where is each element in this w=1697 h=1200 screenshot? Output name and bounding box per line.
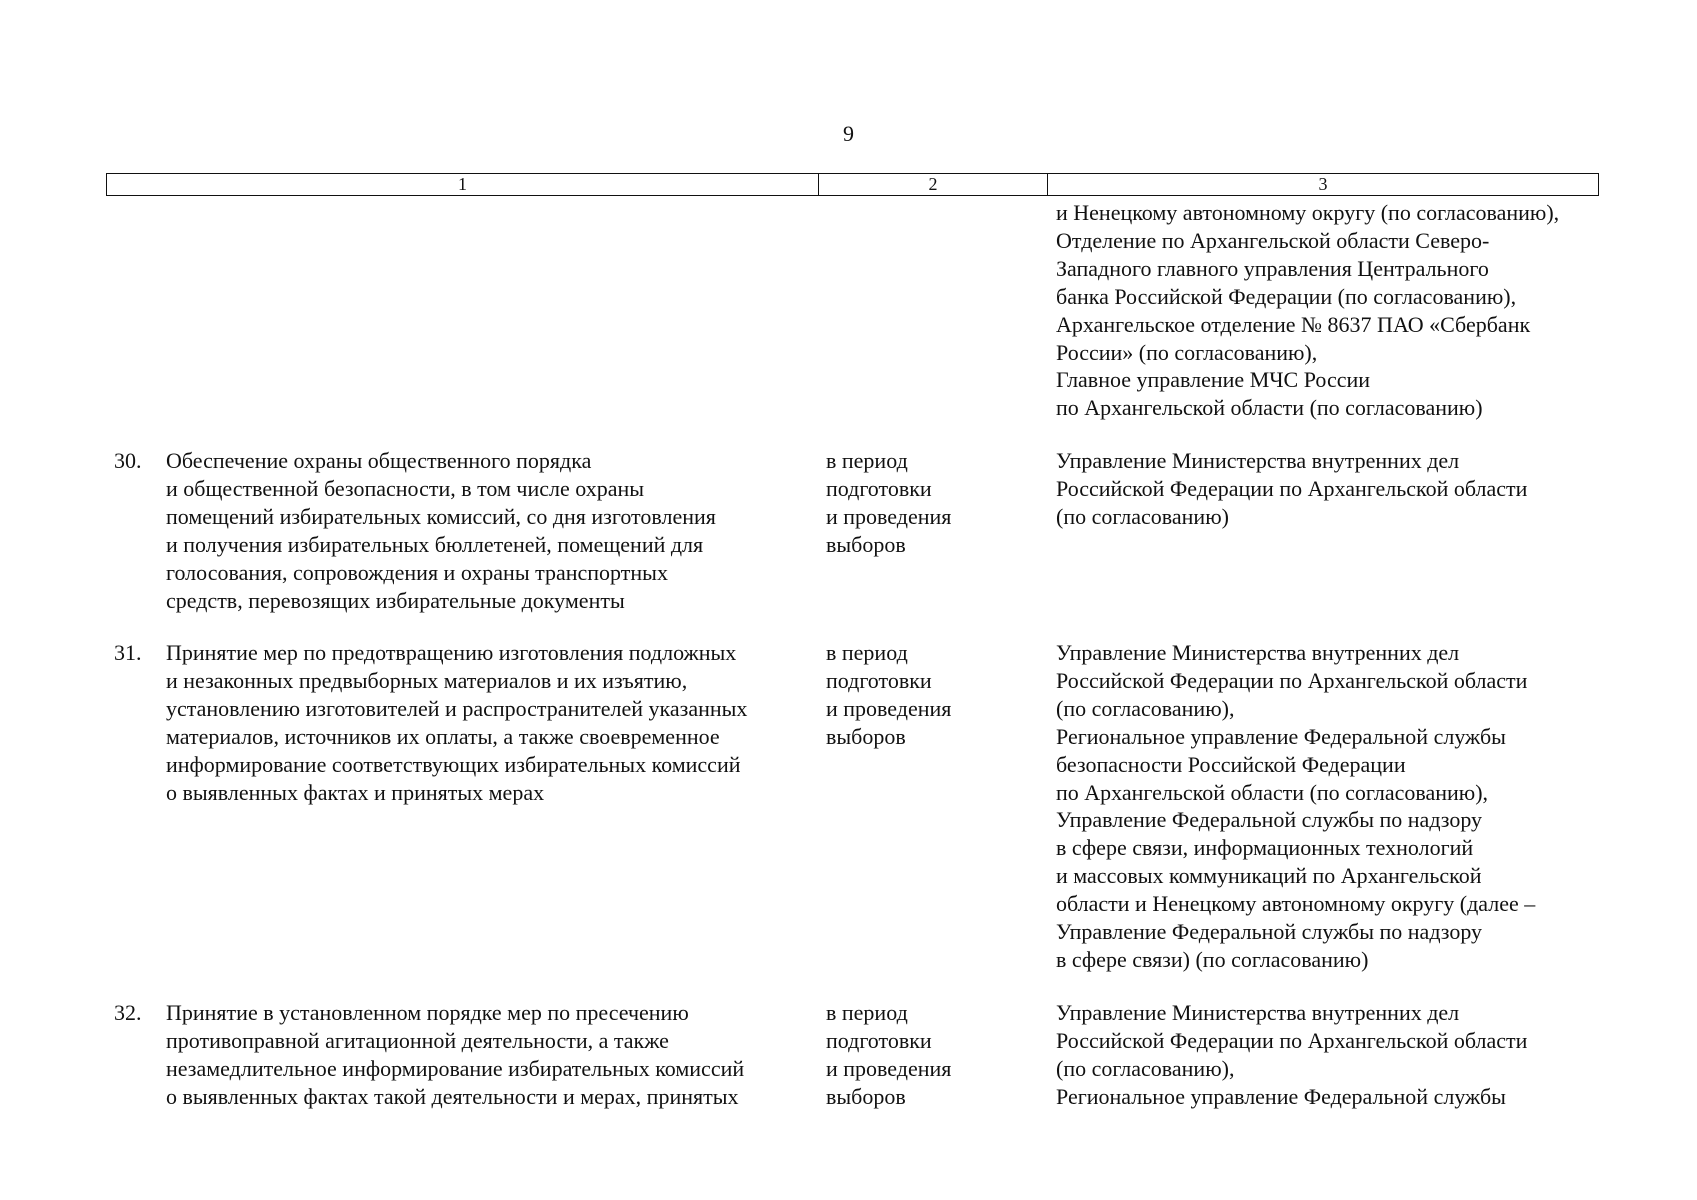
- row-number: 32.: [114, 1000, 142, 1025]
- responsible-parties: Управление Министерства внутренних дел Российской Федерации по Архангельской области (по согласованию), Региональное управление Федеральной службы безопасности Российской Федерации по Архангельской области (по согласованию), Управление Федеральной службы по надзору в сфере связи, информационных технологий и массовых коммуникаций по Архангельской области и Ненецкому автономному округу (далее – Управление Федеральной службы по надзору в сфере связи) (по согласованию): [1056, 640, 1536, 972]
- continued-responsible-parties: и Ненецкому автономному округу (по согласованию), Отделение по Архангельской области Северо- Западного главного управления Центрального банка Российской Федерации (по согласованию), Архангельское отделение № 8637 ПАО «Сбербанк России» (по согласованию), Главное управление МЧС России по Архангельской области (по согласованию): [1056, 200, 1560, 421]
- column-2-header: 2: [819, 174, 1048, 195]
- page-number: 9: [843, 121, 854, 146]
- responsible-parties: Управление Министерства внутренних дел Российской Федерации по Архангельской области (по согласованию), Региональное управление Федеральной службы: [1056, 1000, 1528, 1109]
- table-header-row: [106, 173, 1599, 196]
- deadline: в период подготовки и проведения выборов: [826, 448, 952, 557]
- measure-description: Обеспечение охраны общественного порядка и общественной безопасности, в том числе охраны помещений избирательных комиссий, со дня изготовления и получения избирательных бюллетеней, помещений для голосования, сопровождения и охраны транспортных средств, перевозящих избирательные документы: [166, 448, 716, 613]
- measure-description: Принятие в установленном порядке мер по пресечению противоправной агитационной деятельности, а также незамедлительное информирование избирательных комиссий о выявленных фактах такой деятельности и мерах, принятых: [166, 1000, 745, 1109]
- column-1-header: 1: [107, 174, 819, 195]
- responsible-parties: Управление Министерства внутренних дел Российской Федерации по Архангельской области (по согласованию): [1056, 448, 1528, 529]
- deadline: в период подготовки и проведения выборов: [826, 1000, 952, 1109]
- deadline: в период подготовки и проведения выборов: [826, 640, 952, 749]
- row-number: 31.: [114, 640, 142, 665]
- column-3-header: 3: [1318, 174, 1328, 194]
- measure-description: Принятие мер по предотвращению изготовления подложных и незаконных предвыборных материалов и их изъятию, установлению изготовителей и распространителей указанных материалов, источников их оплаты, а также своевременное информирование соответствующих избирательных комиссий о выявленных фактах и принятых мерах: [166, 640, 748, 805]
- row-number: 30.: [114, 448, 142, 473]
